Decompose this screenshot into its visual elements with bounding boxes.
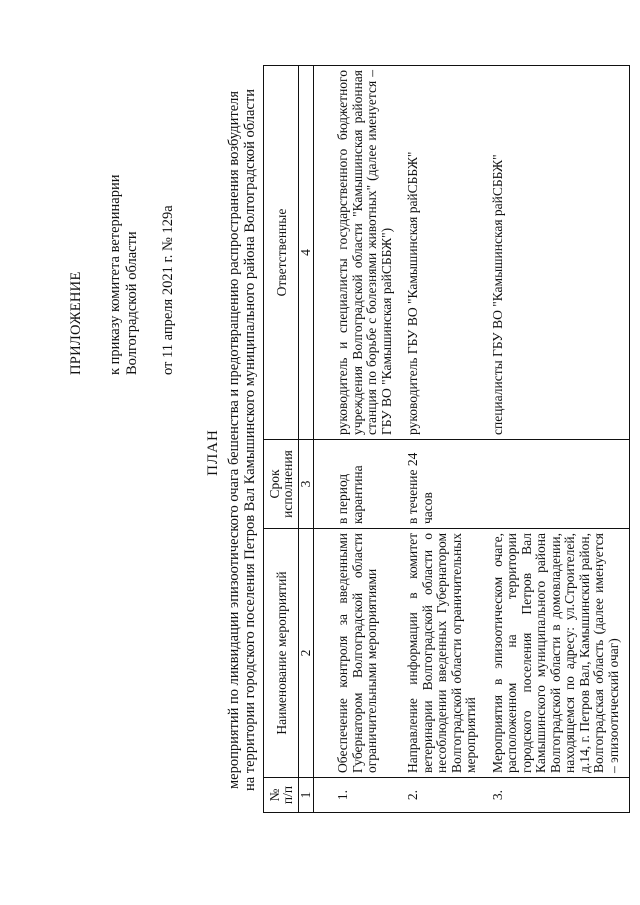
row-action: Мероприятия в эпизоотическом очаге, расположенном на территории городского поселения Петров Вал Камышинского муниципального района Волгоградской области в домовладении, находящемся по адресу: ул.Строителей, д.14, г. Петров Вал, Камышинский район, Волгоградская область (далее именуется – эпизоотический очаг) [479,529,630,778]
plan-title: ПЛАН [205,429,221,476]
column-number-3: 3 [299,440,314,529]
appendix-region-line: Волгоградской области [124,231,140,375]
row-action: Направление информации в комитет ветеринарии Волгоградской области о несоблюдении введенных Губернатором Волгоградской области ограничительных мероприятий [394,529,479,778]
appendix-title: ПРИЛОЖЕНИЕ [68,271,84,375]
header-term: Срок исполнения [264,440,299,529]
header-number: № п/п [264,778,299,813]
row-term: в период карантина [314,440,395,529]
appendix-order-line: к приказу комитета ветеринарии [107,174,123,375]
header-action: Наименование мероприятий [264,529,299,778]
row-responsible: специалисты ГБУ ВО "Камышинская райСББЖ" [479,66,630,440]
column-number-4: 4 [299,66,314,440]
table-column-number-row [299,66,314,813]
row-term: в течение 24 часов [394,440,479,529]
row-action: Обеспечение контроля за введенными Губернатором Волгоградской области ограничительными мероприятиями [314,529,395,778]
table-row [394,66,479,813]
column-number-1: 1 [299,778,314,813]
row-number: 3. [479,778,630,813]
table-row [479,66,630,813]
plan-table [263,65,630,813]
table-header-row [264,66,299,813]
row-number: 2. [394,778,479,813]
header-responsible: Ответственные [264,66,299,440]
row-responsible: руководитель ГБУ ВО "Камышинская райСББЖ" [394,66,479,440]
plan-subtitle-line-2: на территории городского поселения Петров Вал Камышинского муниципального района Волгоградской области [242,88,258,792]
column-number-2: 2 [299,529,314,778]
plan-subtitle [226,65,258,815]
row-responsible: руководитель и специалисты государственного бюджетного учреждения Волгоградской области "Камышинская районная станция по борьбе с болезнями животных" (далее именуется – ГБУ ВО "Камышинская райСББЖ") [314,66,395,440]
plan-subtitle-line-1: мероприятий по ликвидации эпизоотического очага бешенства и предотвращению распространения возбудителя [226,90,242,790]
table-row [314,66,395,813]
appendix-block [68,75,177,375]
appendix-date: от 11 апреля 2021 г. № 129а [160,205,176,375]
row-term [479,440,630,529]
row-number: 1. [314,778,395,813]
